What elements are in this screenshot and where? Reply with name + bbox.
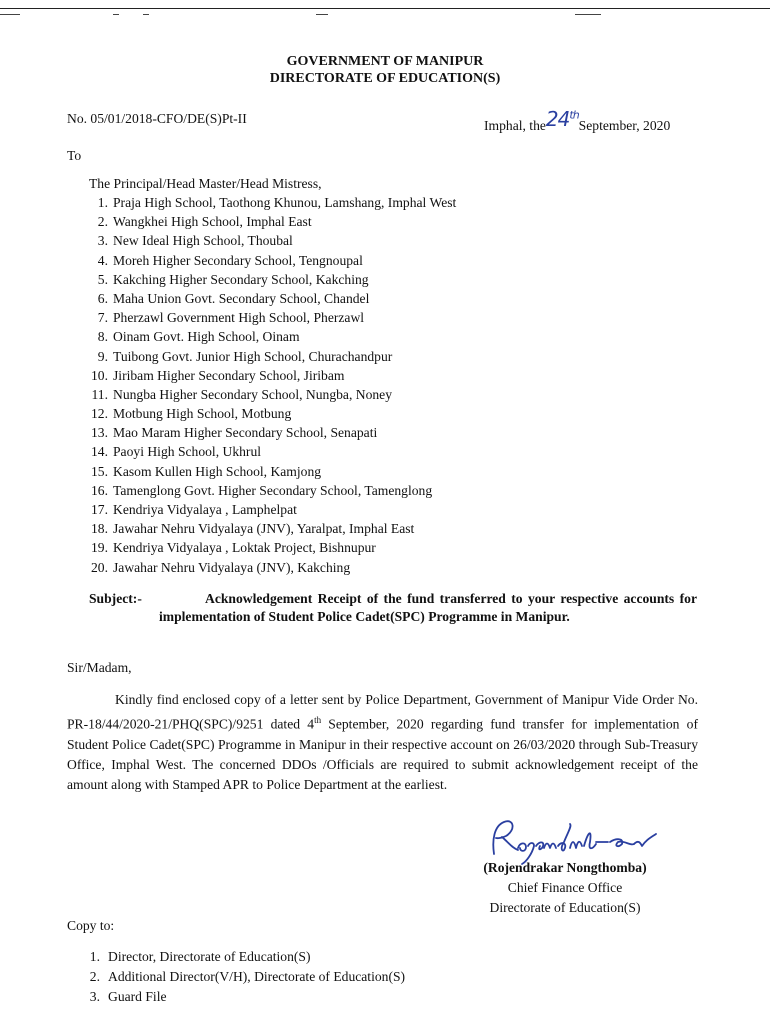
school-list-item <box>76 193 456 212</box>
school-list-item-text: Wangkhei High School, Imphal East <box>113 214 312 230</box>
school-list-item <box>76 500 456 519</box>
school-list-item <box>76 212 456 231</box>
school-list-item <box>76 481 456 500</box>
school-list-item <box>76 366 456 385</box>
school-list-item-number: 8. <box>97 329 108 345</box>
school-list-item-number: 12. <box>91 406 108 422</box>
school-list-item-number: 13. <box>91 425 108 441</box>
school-list-item <box>76 231 456 250</box>
salutation: Sir/Madam, <box>67 660 132 675</box>
school-list-item <box>76 327 456 346</box>
school-list-item <box>76 462 456 481</box>
school-list-item-number: 20. <box>91 559 108 575</box>
school-list-item-number: 5. <box>97 271 108 287</box>
school-list-item-text: Nungba Higher Secondary School, Nungba, Noney <box>113 386 392 402</box>
school-list-item <box>76 519 456 538</box>
copy-to-item-number: 2. <box>89 969 100 984</box>
letterhead-government: GOVERNMENT OF MANIPUR <box>286 54 484 69</box>
school-list-item <box>76 538 456 557</box>
subject-label: Subject:- <box>89 591 142 606</box>
top-border-line <box>0 8 770 9</box>
school-list-item <box>76 423 456 442</box>
school-list-item-number: 6. <box>97 290 108 306</box>
school-list-item-number: 7. <box>97 310 108 326</box>
school-list-item-number: 2. <box>97 214 108 230</box>
school-list-item <box>76 385 456 404</box>
copy-to-item-text: Guard File <box>108 989 167 1004</box>
school-list-item-number: 19. <box>91 540 108 556</box>
copy-to-item-text: Director, Directorate of Education(S) <box>108 949 311 964</box>
school-list-item-text: Jawahar Nehru Vidyalaya (JNV), Kakching <box>113 559 351 575</box>
school-list-item-text: Jiribam Higher Secondary School, Jiribam <box>113 367 345 383</box>
copy-to-item <box>76 967 405 987</box>
school-list-item <box>76 404 456 423</box>
to-label: To <box>67 148 82 163</box>
school-list-item-number: 16. <box>91 482 108 498</box>
school-list-item-number: 11. <box>91 386 108 402</box>
school-list-item-text: New Ideal High School, Thoubal <box>113 233 293 249</box>
school-list-item-text: Kendriya Vidyalaya , Lamphelpat <box>113 502 297 517</box>
school-list-item-number: 18. <box>91 521 108 537</box>
school-list-item-number: 15. <box>91 463 108 479</box>
copy-to-item <box>76 947 405 967</box>
date-rest: September, 2020 <box>578 118 671 133</box>
signatory-office: Directorate of Education(S) <box>489 900 641 915</box>
school-list-item-number: 9. <box>97 348 108 364</box>
school-list-item-number: 3. <box>97 233 108 249</box>
school-list-item-text: Maha Union Govt. Secondary School, Chandel <box>113 290 370 306</box>
date-prefix: Imphal, the <box>484 118 546 133</box>
body-paragraph: Kindly find enclosed copy of a letter sent by Police Department, Government of Manipur Vide Order No. PR-18/44/2020-21/PHQ(SPC)/9251 dated 4th September, 2020 regarding fund transfer for implementation of Student Police Cadet(SPC) Programme in Manipur in their respective account on 26/03/2020 through Sub-Treasury Office, Imphal West. The concerned DDOs /Officials are required to submit acknowledgement receipt of the amount along with Stamped APR to Police Department at the earliest. <box>67 692 698 792</box>
school-list-item-text: Jawahar Nehru Vidyalaya (JNV), Yaralpat, Imphal East <box>113 521 415 537</box>
school-list-item-text: Kasom Kullen High School, Kamjong <box>113 463 322 479</box>
signatory-name: (Rojendrakar Nongthomba) <box>483 860 647 875</box>
school-list-item-number: 4. <box>97 252 108 268</box>
signatory-designation: Chief Finance Office <box>507 880 623 895</box>
school-list-item-text: Oinam Govt. High School, Oinam <box>113 329 300 345</box>
letterhead-directorate: DIRECTORATE OF EDUCATION(S) <box>269 71 501 86</box>
letterhead <box>0 53 770 87</box>
school-list-item-text: Mao Maram Higher Secondary School, Senapati <box>113 425 378 441</box>
signatory-block <box>465 858 665 918</box>
school-list-item <box>76 558 456 577</box>
school-list-item-text: Praja High School, Taothong Khunou, Lamshang, Imphal West <box>113 195 457 210</box>
school-list-item-text: Tamenglong Govt. Higher Secondary School, Tamenglong <box>113 482 433 498</box>
school-list-item-text: Paoyi High School, Ukhrul <box>113 444 262 460</box>
handwritten-day: 24th <box>545 107 579 131</box>
copy-to-item-number: 3. <box>89 989 100 1004</box>
school-list <box>76 193 456 577</box>
school-list-item <box>76 289 456 308</box>
subject-text: Acknowledgement Receipt of the fund transferred to your respective accounts for implementation of Student Police Cadet(SPC) Programme in Manipur. <box>159 591 697 624</box>
subject-block <box>89 590 697 625</box>
copy-to-list <box>76 947 405 1007</box>
school-list-item-text: Kendriya Vidyalaya , Loktak Project, Bishnupur <box>113 540 376 556</box>
school-list-item <box>76 442 456 461</box>
school-list-item-number: 10. <box>91 367 108 383</box>
copy-to-item-text: Additional Director(V/H), Directorate of Education(S) <box>108 969 406 984</box>
school-list-item-text: Kakching Higher Secondary School, Kakching <box>113 271 369 287</box>
school-list-item <box>76 251 456 270</box>
school-list-item-number: 14. <box>91 444 108 460</box>
school-list-item-text: Pherzawl Government High School, Pherzawl <box>113 310 365 326</box>
copy-to-item <box>76 987 405 1007</box>
school-list-item <box>76 308 456 327</box>
copy-to-item-number: 1. <box>89 949 100 964</box>
addressee: The Principal/Head Master/Head Mistress, <box>89 176 322 191</box>
school-list-item-number: 17. <box>91 502 108 517</box>
school-list-item-text: Motbung High School, Motbung <box>113 406 292 422</box>
school-list-item-text: Moreh Higher Secondary School, Tengnoupal <box>113 252 363 268</box>
school-list-item <box>76 270 456 289</box>
school-list-item-number: 1. <box>97 195 108 210</box>
reference-number: No. 05/01/2018-CFO/DE(S)Pt-II <box>67 111 247 126</box>
letter-date <box>484 107 671 136</box>
school-list-item <box>76 347 456 366</box>
school-list-item-text: Tuibong Govt. Junior High School, Churachandpur <box>113 348 393 364</box>
copy-to-label: Copy to: <box>67 918 115 933</box>
